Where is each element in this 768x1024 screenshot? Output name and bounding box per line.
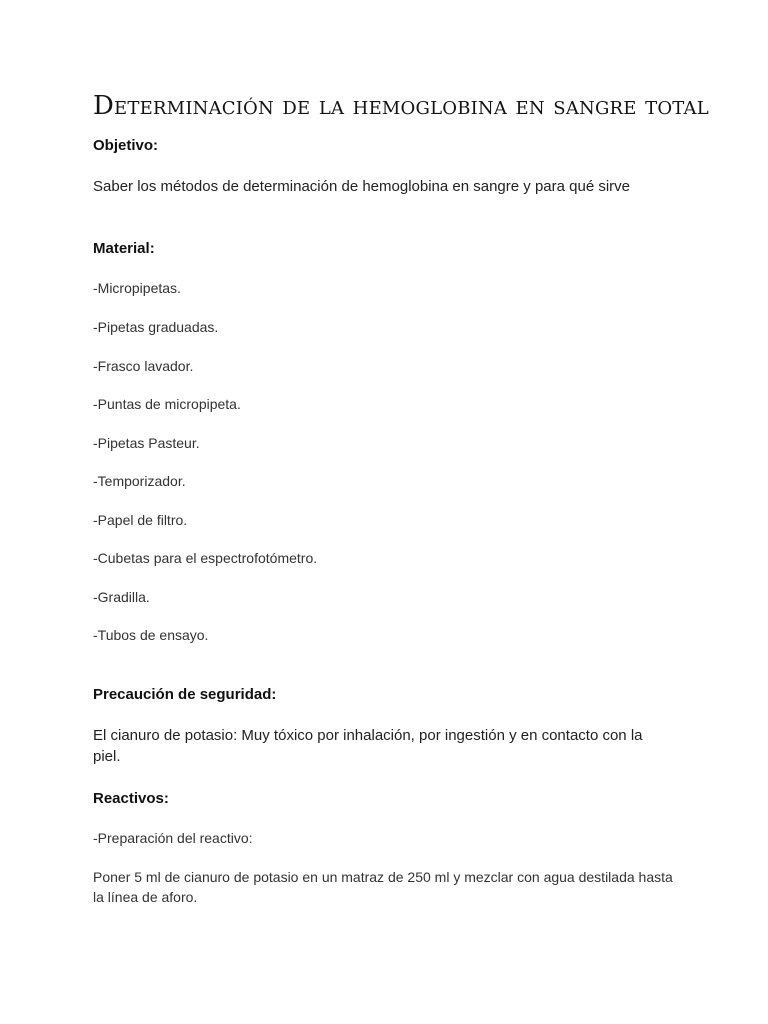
objetivo-text: Saber los métodos de determinación de hemoglobina en sangre y para qué sirve — [93, 178, 630, 195]
material-item: -Gradilla. — [93, 589, 150, 605]
material-item: -Puntas de micropipeta. — [93, 396, 241, 412]
material-item: -Pipetas Pasteur. — [93, 435, 200, 451]
reactivos-heading: Reactivos: — [93, 790, 169, 807]
material-item: -Cubetas para el espectrofotómetro. — [93, 550, 318, 566]
material-item: -Frasco lavador. — [93, 358, 194, 374]
precaucion-heading: Precaución de seguridad: — [93, 686, 277, 703]
material-item: -Papel de filtro. — [93, 512, 188, 528]
page-title: Determinación de la hemoglobina en sangre total — [93, 91, 709, 121]
material-heading: Material: — [93, 240, 155, 257]
objetivo-heading: Objetivo: — [93, 137, 159, 154]
material-item: -Tubos de ensayo. — [93, 627, 209, 643]
reactivos-text: Poner 5 ml de cianuro de potasio en un matraz de 250 ml y mezclar con agua destilada hasta la línea de aforo. — [93, 869, 673, 905]
reactivos-subheading: -Preparación del reactivo: — [93, 830, 253, 846]
material-item: -Pipetas graduadas. — [93, 319, 219, 335]
material-item: -Micropipetas. — [93, 280, 181, 296]
precaucion-text: El cianuro de potasio: Muy tóxico por inhalación, por ingestión y en contacto con la piel. — [93, 727, 643, 765]
material-item: -Temporizador. — [93, 473, 186, 489]
